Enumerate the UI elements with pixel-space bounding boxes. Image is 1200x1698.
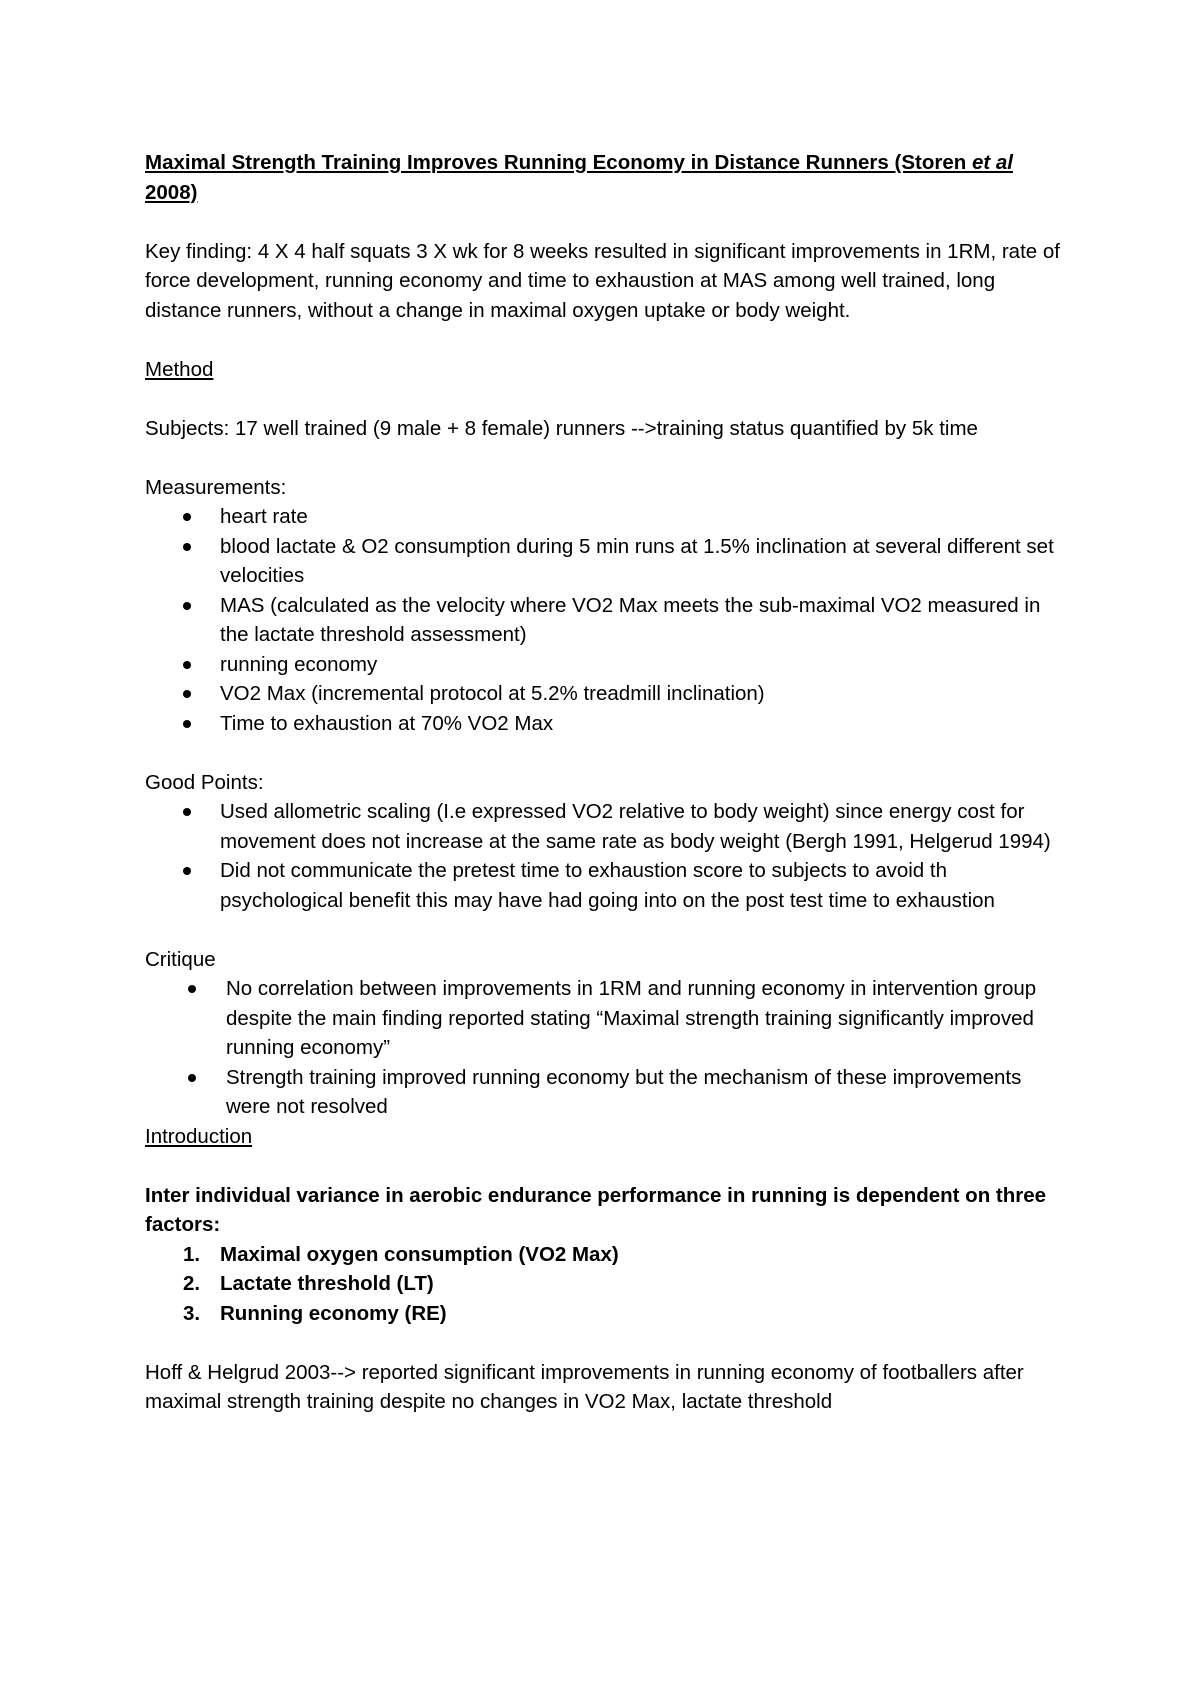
- document-body: [145, 148, 1065, 1417]
- method-heading: Method: [145, 357, 214, 381]
- introduction-closing: Hoff & Helgrud 2003--> reported significant improvements in running economy of footballers after maximal strength training despite no changes in VO2 Max, lactate threshold: [145, 1360, 1024, 1413]
- bullet-icon: [188, 985, 196, 993]
- good-points-list: [145, 797, 1065, 915]
- list-item: [145, 650, 1065, 680]
- bullet-icon: [183, 602, 191, 610]
- list-item-text: Strength training improved running economy but the mechanism of these improvements were not resolved: [226, 1065, 1022, 1118]
- list-number: 2.: [183, 1272, 201, 1295]
- title-et-al: et al: [971, 151, 1013, 174]
- list-number: 1.: [183, 1242, 201, 1266]
- list-item: [145, 856, 1065, 915]
- critique-list: [145, 974, 1065, 1122]
- bullet-icon: [188, 1074, 196, 1082]
- list-item: [145, 679, 1065, 709]
- list-item: [145, 532, 1065, 591]
- list-item: [145, 709, 1065, 739]
- bullet-icon: [183, 513, 191, 521]
- introduction-heading: Introduction: [145, 1124, 253, 1148]
- list-item-text: Used allometric scaling (I.e expressed VO2 relative to body weight) since energy cost for movement does not increase at the same rate as body weight (Bergh 1991, Helgerud 1994): [220, 800, 1051, 853]
- document-title: [145, 148, 1065, 207]
- list-item-text: VO2 Max (incremental protocol at 5.2% treadmill inclination): [220, 682, 765, 705]
- list-item: [145, 591, 1065, 650]
- list-item: [145, 974, 1065, 1063]
- list-item: [145, 1299, 1065, 1329]
- measurements-list: [145, 502, 1065, 738]
- key-finding-paragraph: Key finding: 4 X 4 half squats 3 X wk for 8 weeks resulted in significant improvements in 1RM, rate of force development, running economy and time to exhaustion at MAS among well trained, long distance runners, without a change in maximal oxygen uptake or body weight.: [145, 239, 1060, 322]
- list-item-text: MAS (calculated as the velocity where VO2 Max meets the sub-maximal VO2 measured in the lactate threshold assessment): [220, 593, 1041, 646]
- list-item-text: Time to exhaustion at 70% VO2 Max: [220, 711, 554, 735]
- list-item: [145, 1240, 1065, 1270]
- list-item: [145, 1269, 1065, 1299]
- measurements-heading: Measurements:: [145, 475, 287, 499]
- list-item-text: Maximal oxygen consumption (VO2 Max): [220, 1242, 619, 1266]
- list-item-text: Running economy (RE): [220, 1301, 447, 1325]
- subjects-paragraph: Subjects: 17 well trained (9 male + 8 female) runners -->training status quantified by 5k time: [145, 416, 978, 440]
- critique-heading: Critique: [145, 947, 216, 971]
- list-item-text: Lactate threshold (LT): [220, 1272, 434, 1295]
- bullet-icon: [183, 808, 191, 816]
- list-item-text: running economy: [220, 652, 378, 676]
- bullet-icon: [183, 661, 191, 669]
- title-main: Maximal Strength Training Improves Running Economy in Distance Runners (Storen: [145, 151, 972, 174]
- factors-list: [145, 1240, 1065, 1329]
- list-item: [145, 797, 1065, 856]
- list-item-text: heart rate: [220, 505, 308, 528]
- list-item: [145, 502, 1065, 532]
- list-item: [145, 1063, 1065, 1122]
- list-item-text: Did not communicate the pretest time to exhaustion score to subjects to avoid th psychological benefit this may have had going into on the post test time to exhaustion: [220, 859, 995, 912]
- bullet-icon: [183, 867, 191, 875]
- list-number: 3.: [183, 1301, 201, 1325]
- good-points-heading: Good Points:: [145, 770, 264, 794]
- title-year: 2008): [145, 180, 198, 204]
- bullet-icon: [183, 690, 191, 698]
- introduction-lead: Inter individual variance in aerobic endurance performance in running is dependent on three factors:: [145, 1183, 1047, 1236]
- bullet-icon: [183, 720, 191, 728]
- list-item-text: No correlation between improvements in 1RM and running economy in intervention group despite the main finding reported stating “Maximal strength training significantly improved running economy”: [226, 977, 1037, 1059]
- bullet-icon: [183, 543, 191, 551]
- list-item-text: blood lactate & O2 consumption during 5 min runs at 1.5% inclination at several different set velocities: [220, 534, 1054, 587]
